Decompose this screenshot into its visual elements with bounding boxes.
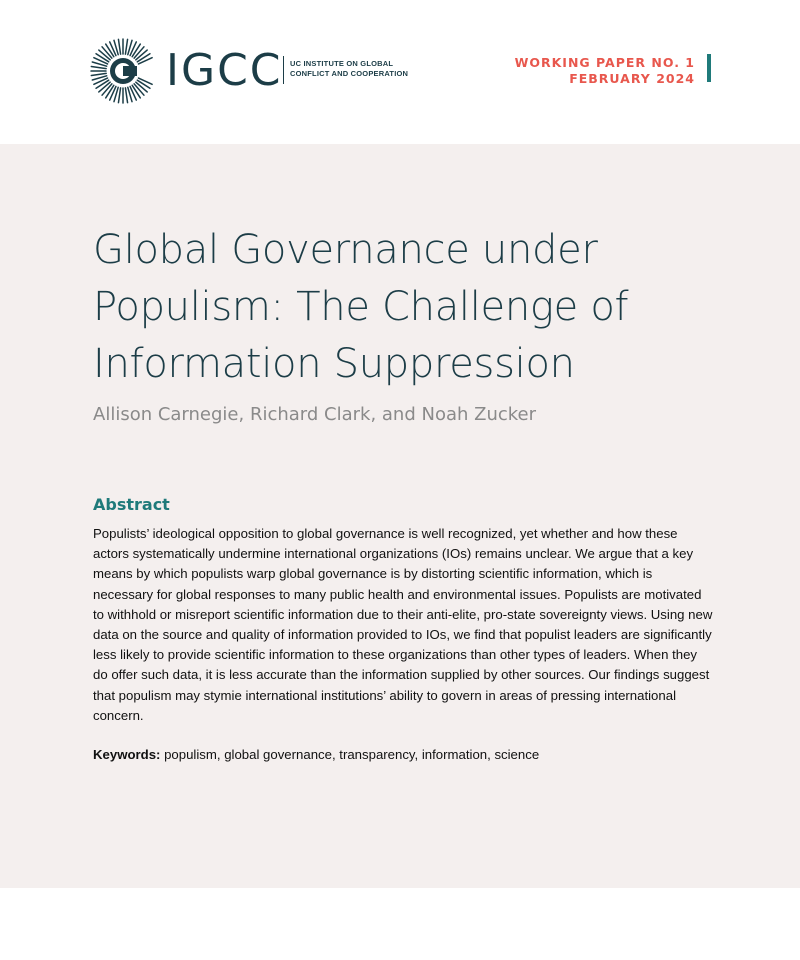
logo-ray [138,58,152,64]
keywords-list: populism, global governance, transparency, information, science [160,747,540,762]
logo-ray [91,66,106,68]
page-header [0,0,800,144]
logo-ray [118,88,120,103]
accent-bar [707,54,711,82]
authors: Allison Carnegie, Richard Clark, and Noah Zucker [93,404,537,425]
logo-ray [138,78,152,84]
logo-divider [283,56,284,84]
logo-ray [118,39,120,54]
logo-ray [91,73,106,75]
logo-wordmark: IGCC [166,45,283,96]
working-paper-number: WORKING PAPER NO. 1 [514,55,695,70]
logo-subtitle [290,59,408,79]
logo-ray [125,39,127,54]
logo-subtitle-line1: UC INSTITUTE ON GLOBAL [290,59,394,68]
logo-ray [125,88,127,103]
igcc-starburst-icon [90,38,156,104]
keywords-label: Keywords: [93,747,161,762]
logo-subtitle-line2: CONFLICT AND COOPERATION [290,69,409,78]
working-paper-info [515,55,695,87]
keywords [93,745,713,765]
abstract-text: Populists’ ideological opposition to global governance is well recognized, yet whether and how these actors systematically undermine international organizations (IOs) remains unclear. We argue that a key means by which populists warp global governance is by distorting scientific information, which is necessary for global responses to many public health and environmental issues. Populists are motivated to withhold or misreport scientific information due to their anti-elite, pro-state sovereignty views. Using new data on the source and quality of information provided to IOs, we find that populist leaders are significantly less likely to provide scientific information to these organizations than other types of leaders. When they do offer such data, it is less accurate than the information supplied by other sources. Our findings suggest that populism may stymie international institutions’ ability to govern in areas of pressing international concern. [93,526,713,723]
page-title: Global Governance under Populism: The Challenge of Information Suppression [93,227,629,387]
publication-date: FEBRUARY 2024 [569,71,695,86]
abstract-heading: Abstract [93,495,170,514]
